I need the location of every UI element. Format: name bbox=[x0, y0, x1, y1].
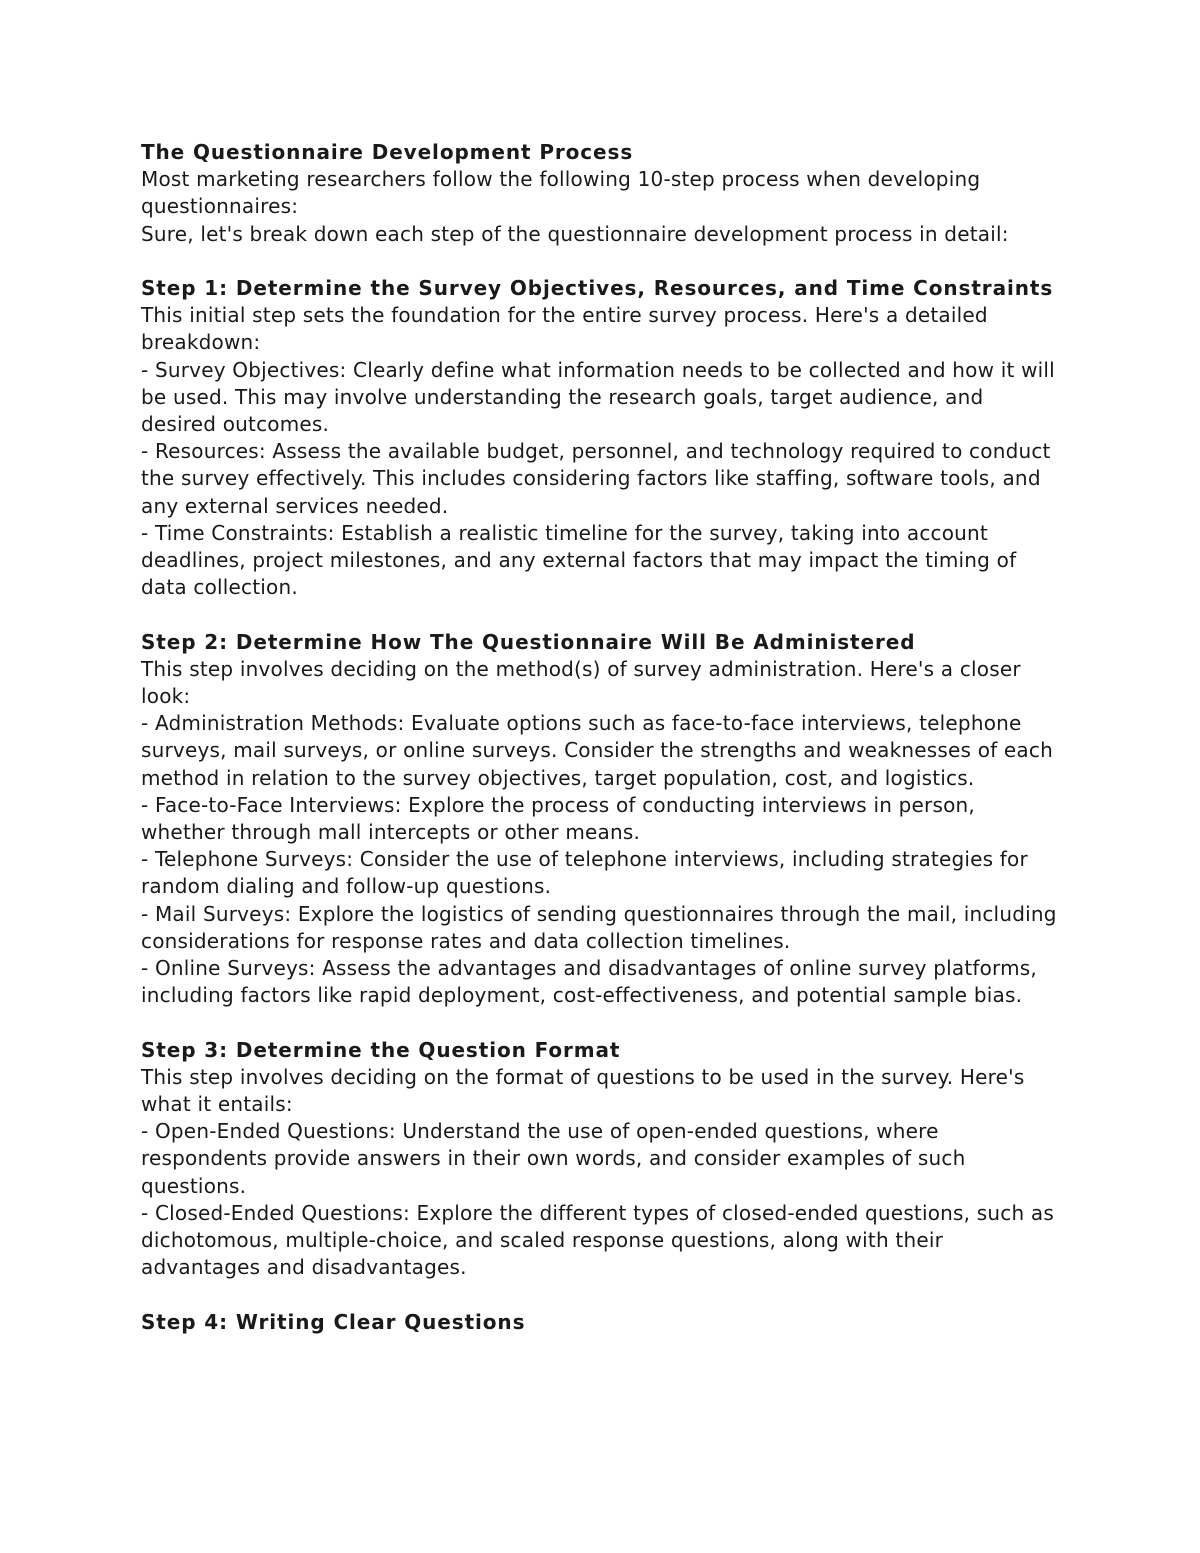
step-bullet: - Time Constraints: Establish a realistic timeline for the survey, taking into account deadlines, project milestones, and any external factors that may impact the timing of data collection. bbox=[141, 520, 1023, 600]
step-3-section bbox=[141, 1037, 1061, 1282]
step-lead: This step involves deciding on the method(s) of survey administration. Here's a closer look: bbox=[141, 656, 1028, 709]
step-heading: Step 3: Determine the Question Format bbox=[141, 1037, 621, 1062]
step-4-section bbox=[141, 1309, 1061, 1336]
intro-paragraph: Sure, let's break down each step of the questionnaire development process in detail: bbox=[141, 221, 1009, 246]
step-heading: Step 4: Writing Clear Questions bbox=[141, 1309, 526, 1334]
step-lead: This initial step sets the foundation for the entire survey process. Here's a detailed breakdown: bbox=[141, 303, 995, 355]
step-lead: This step involves deciding on the format of questions to be used in the survey. Here's what it entails: bbox=[141, 1064, 1031, 1117]
step-bullet: - Mail Surveys: Explore the logistics of sending questionnaires through the mail, including considerations for response rates and data collection timelines. bbox=[141, 901, 1064, 953]
paragraph-gap bbox=[141, 1009, 1061, 1036]
paragraph-gap bbox=[141, 601, 1061, 628]
step-bullet: - Survey Objectives: Clearly define what information needs to be collected and how it will be used. This may involve understanding the research goals, target audience, and desired outcomes. bbox=[141, 357, 1062, 437]
step-2-section bbox=[141, 629, 1064, 1010]
step-bullet: - Face-to-Face Interviews: Explore the process of conducting interviews in person, whether through mall intercepts or other means. bbox=[141, 792, 982, 845]
step-bullet: - Online Surveys: Assess the advantages and disadvantages of online survey platforms, including factors like rapid deployment, cost-effectiveness, and potential sample bias. bbox=[141, 956, 1044, 1008]
document-title: The Questionnaire Development Process bbox=[141, 140, 634, 164]
paragraph-gap bbox=[141, 248, 1061, 275]
step-heading: Step 1: Determine the Survey Objectives, Resources, and Time Constraints bbox=[141, 276, 1054, 300]
step-bullet: - Closed-Ended Questions: Explore the different types of closed-ended questions, such as dichotomous, multiple-choice, and scaled response questions, along with their advantages and disadvantages. bbox=[141, 1200, 1061, 1280]
intro-paragraph: Most marketing researchers follow the following 10-step process when developing questionnaires: bbox=[141, 167, 987, 219]
step-bullet: - Telephone Surveys: Consider the use of telephone interviews, including strategies for random dialing and follow-up questions. bbox=[141, 847, 1035, 899]
step-bullet: - Open-Ended Questions: Understand the use of open-ended questions, where respondents provide answers in their own words, and consider examples of such questions. bbox=[141, 1119, 973, 1198]
step-bullet: - Resources: Assess the available budget, personnel, and technology required to conduct the survey effectively. This includes considering factors like staffing, software tools, and any external services needed. bbox=[141, 439, 1058, 518]
document-page bbox=[141, 139, 1064, 1336]
paragraph-gap bbox=[141, 1281, 1061, 1308]
step-1-section bbox=[141, 275, 1061, 601]
step-heading: Step 2: Determine How The Questionnaire Will Be Administered bbox=[141, 629, 916, 654]
step-bullet: - Administration Methods: Evaluate options such as face-to-face interviews, telephone surveys, mail surveys, or online surveys. Consider the strengths and weaknesses of each method in relation to the survey objectives, target population, cost, and logistics. bbox=[141, 711, 1060, 790]
